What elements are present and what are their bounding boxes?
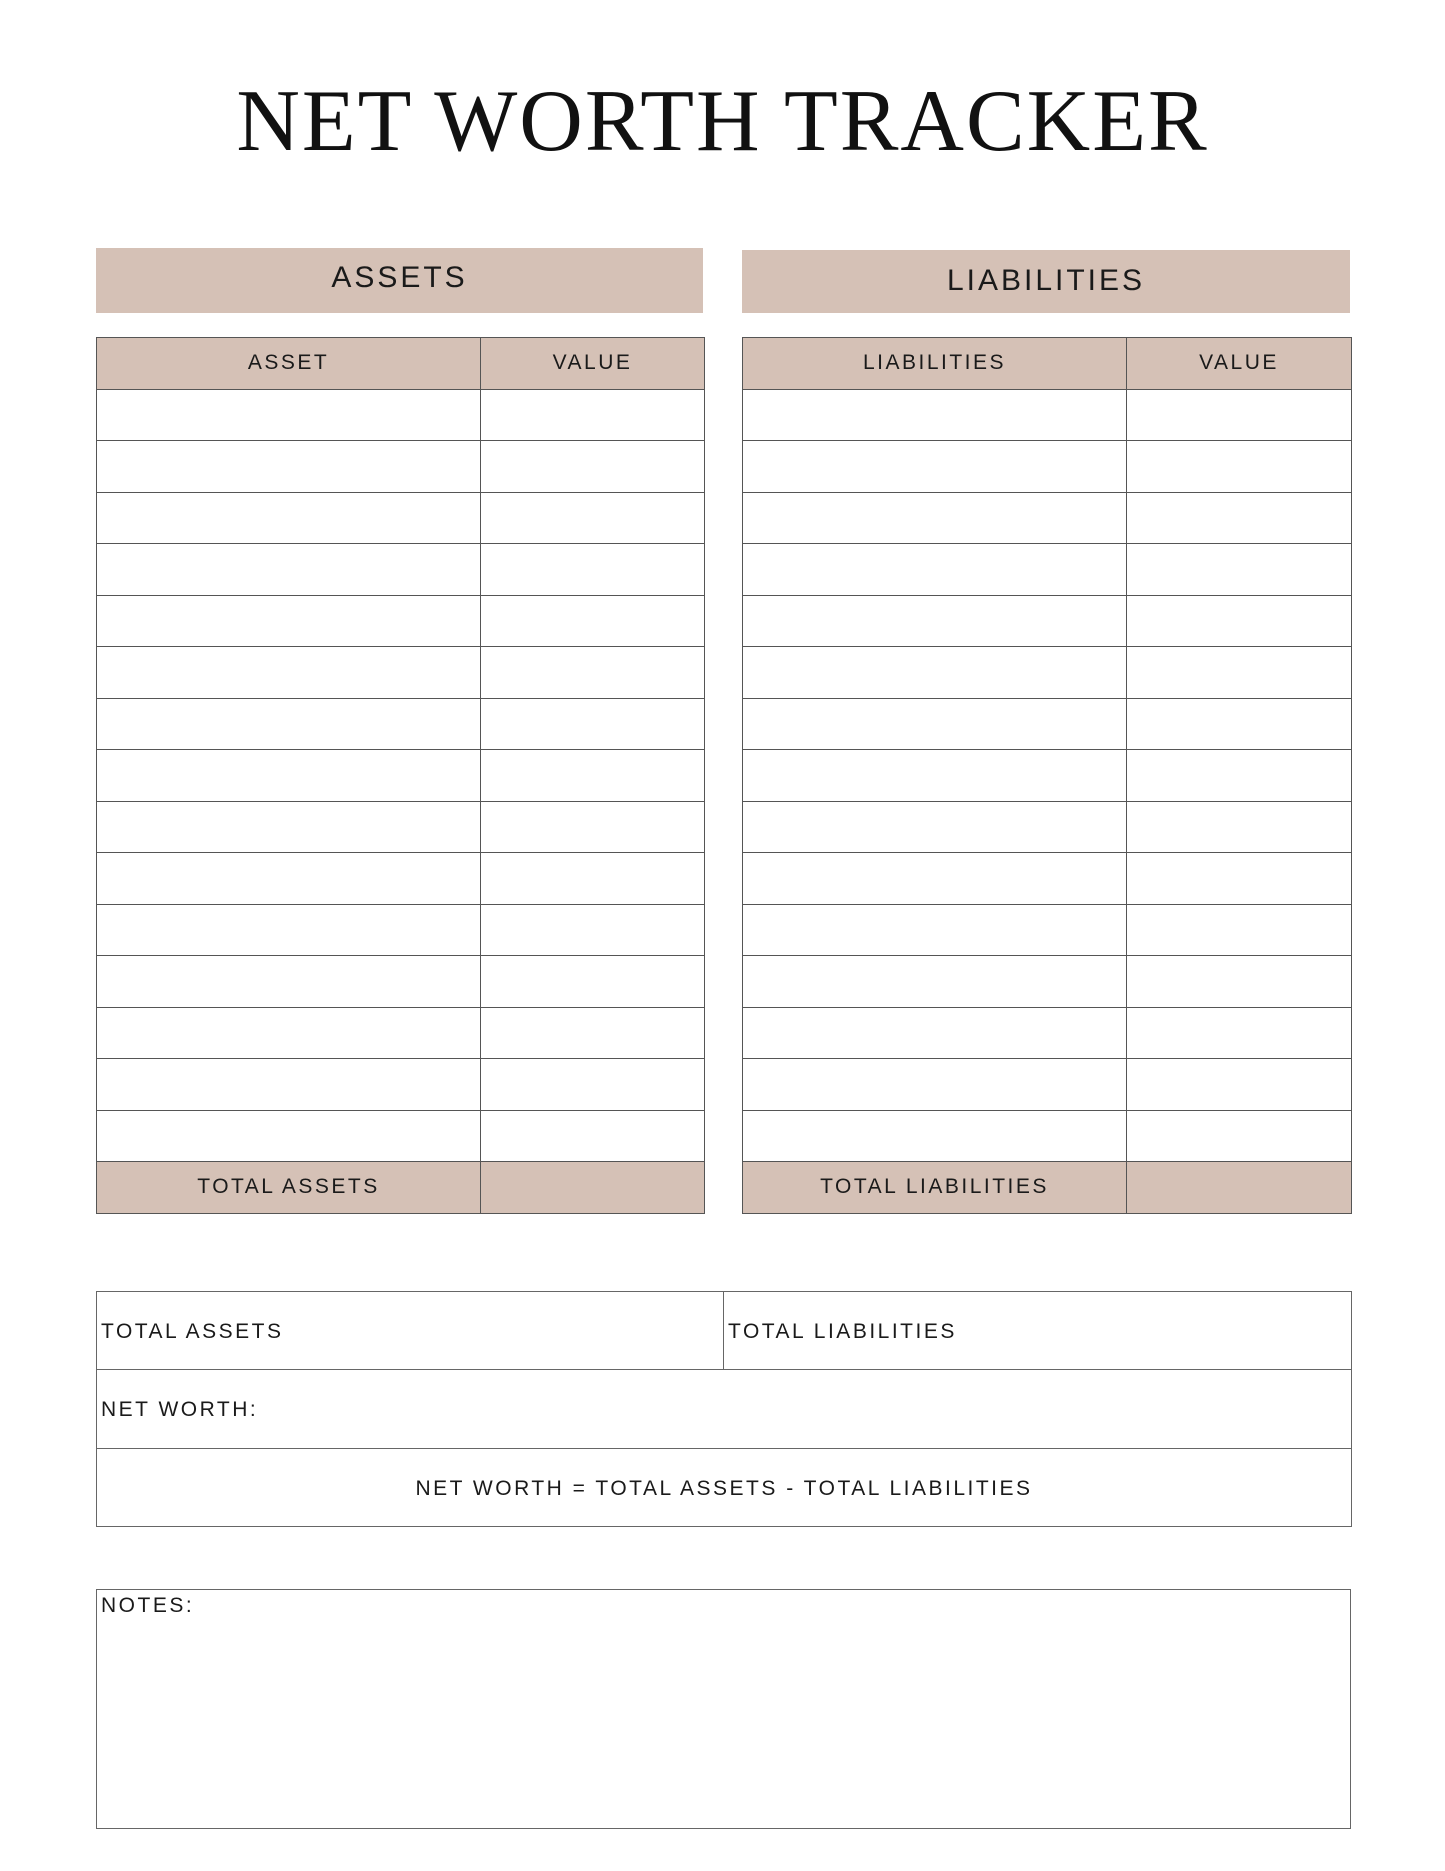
notes-box[interactable]: [96, 1589, 1351, 1829]
liability-row: [743, 904, 1352, 956]
assets-table: [96, 337, 705, 1214]
liability-row: [743, 801, 1352, 853]
asset-name-cell[interactable]: [97, 544, 481, 596]
liability-name-cell[interactable]: [743, 389, 1127, 441]
asset-row: [97, 492, 705, 544]
asset-total-row: [97, 1162, 705, 1214]
asset-value-column-header: VALUE: [481, 338, 705, 390]
liability-name-cell[interactable]: [743, 801, 1127, 853]
liability-name-cell[interactable]: [743, 1007, 1127, 1059]
summary-totals-row: [97, 1292, 1351, 1370]
asset-value-cell[interactable]: [481, 956, 705, 1008]
liability-name-cell[interactable]: [743, 904, 1127, 956]
assets-rows: [97, 389, 705, 1213]
liability-value-cell[interactable]: [1127, 1007, 1352, 1059]
liability-name-cell[interactable]: [743, 441, 1127, 493]
liability-name-cell[interactable]: [743, 595, 1127, 647]
asset-name-cell[interactable]: [97, 389, 481, 441]
liability-value-cell[interactable]: [1127, 389, 1352, 441]
asset-name-cell[interactable]: [97, 904, 481, 956]
asset-row: [97, 1110, 705, 1162]
liability-name-cell[interactable]: [743, 853, 1127, 905]
summary-total-liabilities-label: TOTAL LIABILITIES: [728, 1320, 957, 1343]
liability-name-cell[interactable]: [743, 698, 1127, 750]
asset-name-cell[interactable]: [97, 595, 481, 647]
liabilities-header-row: [743, 338, 1352, 390]
asset-value-cell[interactable]: [481, 544, 705, 596]
page-title: NET WORTH TRACKER: [236, 73, 1209, 170]
net-worth-label: NET WORTH:: [101, 1398, 259, 1421]
liability-row: [743, 492, 1352, 544]
asset-row: [97, 853, 705, 905]
asset-name-cell[interactable]: [97, 1059, 481, 1111]
liability-row: [743, 389, 1352, 441]
asset-value-cell[interactable]: [481, 1059, 705, 1111]
net-worth-summary: [96, 1291, 1352, 1527]
liability-value-cell[interactable]: [1127, 544, 1352, 596]
asset-row: [97, 544, 705, 596]
liability-value-cell[interactable]: [1127, 595, 1352, 647]
liabilities-table: [742, 337, 1352, 1214]
asset-value-cell[interactable]: [481, 853, 705, 905]
asset-value-cell[interactable]: [481, 647, 705, 699]
asset-row: [97, 801, 705, 853]
liability-name-cell[interactable]: [743, 647, 1127, 699]
liability-row: [743, 595, 1352, 647]
liability-column-header: LIABILITIES: [743, 338, 1127, 390]
asset-value-cell[interactable]: [481, 595, 705, 647]
asset-total-label: TOTAL ASSETS: [97, 1162, 481, 1214]
liability-row: [743, 544, 1352, 596]
assets-banner: ASSETS: [96, 248, 703, 313]
liability-value-cell[interactable]: [1127, 698, 1352, 750]
liability-value-cell[interactable]: [1127, 441, 1352, 493]
asset-name-cell[interactable]: [97, 647, 481, 699]
asset-row: [97, 441, 705, 493]
asset-value-cell[interactable]: [481, 389, 705, 441]
summary-total-assets-label: TOTAL ASSETS: [101, 1320, 284, 1343]
asset-row: [97, 750, 705, 802]
summary-total-assets-field[interactable]: [97, 1292, 724, 1370]
asset-row: [97, 647, 705, 699]
asset-row: [97, 956, 705, 1008]
asset-value-cell[interactable]: [481, 750, 705, 802]
asset-column-header: ASSET: [97, 338, 481, 390]
liability-row: [743, 1059, 1352, 1111]
liability-value-cell[interactable]: [1127, 853, 1352, 905]
liability-value-cell[interactable]: [1127, 801, 1352, 853]
liability-name-cell[interactable]: [743, 956, 1127, 1008]
liability-value-cell[interactable]: [1127, 750, 1352, 802]
asset-total-value-cell[interactable]: [481, 1162, 705, 1214]
liability-name-cell[interactable]: [743, 750, 1127, 802]
asset-value-cell[interactable]: [481, 1110, 705, 1162]
asset-name-cell[interactable]: [97, 1007, 481, 1059]
assets-header-row: [97, 338, 705, 390]
asset-name-cell[interactable]: [97, 441, 481, 493]
asset-value-cell[interactable]: [481, 1007, 705, 1059]
formula-row: [97, 1449, 1351, 1527]
asset-value-cell[interactable]: [481, 441, 705, 493]
liabilities-rows: [743, 389, 1352, 1213]
liability-value-cell[interactable]: [1127, 1110, 1352, 1162]
liability-row: [743, 750, 1352, 802]
liability-name-cell[interactable]: [743, 492, 1127, 544]
liability-row: [743, 956, 1352, 1008]
notes-label: NOTES:: [101, 1594, 195, 1617]
asset-name-cell[interactable]: [97, 698, 481, 750]
liability-name-cell[interactable]: [743, 544, 1127, 596]
asset-value-cell[interactable]: [481, 801, 705, 853]
liability-value-cell[interactable]: [1127, 492, 1352, 544]
liability-row: [743, 1007, 1352, 1059]
liability-value-cell[interactable]: [1127, 647, 1352, 699]
net-worth-formula: NET WORTH = TOTAL ASSETS - TOTAL LIABILITIES: [415, 1477, 1033, 1500]
asset-value-cell[interactable]: [481, 904, 705, 956]
asset-row: [97, 1059, 705, 1111]
asset-name-cell[interactable]: [97, 853, 481, 905]
asset-name-cell[interactable]: [97, 492, 481, 544]
liability-total-row: [743, 1162, 1352, 1214]
liability-row: [743, 698, 1352, 750]
liability-name-cell[interactable]: [743, 1110, 1127, 1162]
liability-row: [743, 1110, 1352, 1162]
asset-row: [97, 389, 705, 441]
asset-row: [97, 595, 705, 647]
asset-value-cell[interactable]: [481, 492, 705, 544]
liability-row: [743, 441, 1352, 493]
liability-total-value-cell[interactable]: [1127, 1162, 1352, 1214]
asset-row: [97, 698, 705, 750]
summary-total-liabilities-field[interactable]: [724, 1292, 1351, 1370]
asset-name-cell[interactable]: [97, 750, 481, 802]
asset-row: [97, 1007, 705, 1059]
liability-total-label: TOTAL LIABILITIES: [743, 1162, 1127, 1214]
asset-row: [97, 904, 705, 956]
asset-name-cell[interactable]: [97, 801, 481, 853]
asset-value-cell[interactable]: [481, 698, 705, 750]
liability-name-cell[interactable]: [743, 1059, 1127, 1111]
liability-row: [743, 853, 1352, 905]
liabilities-banner: LIABILITIES: [742, 250, 1350, 313]
liability-value-cell[interactable]: [1127, 1059, 1352, 1111]
liability-value-column-header: VALUE: [1127, 338, 1352, 390]
net-worth-field[interactable]: [97, 1370, 1351, 1449]
liability-row: [743, 647, 1352, 699]
liability-value-cell[interactable]: [1127, 904, 1352, 956]
asset-name-cell[interactable]: [97, 1110, 481, 1162]
liability-value-cell[interactable]: [1127, 956, 1352, 1008]
asset-name-cell[interactable]: [97, 956, 481, 1008]
